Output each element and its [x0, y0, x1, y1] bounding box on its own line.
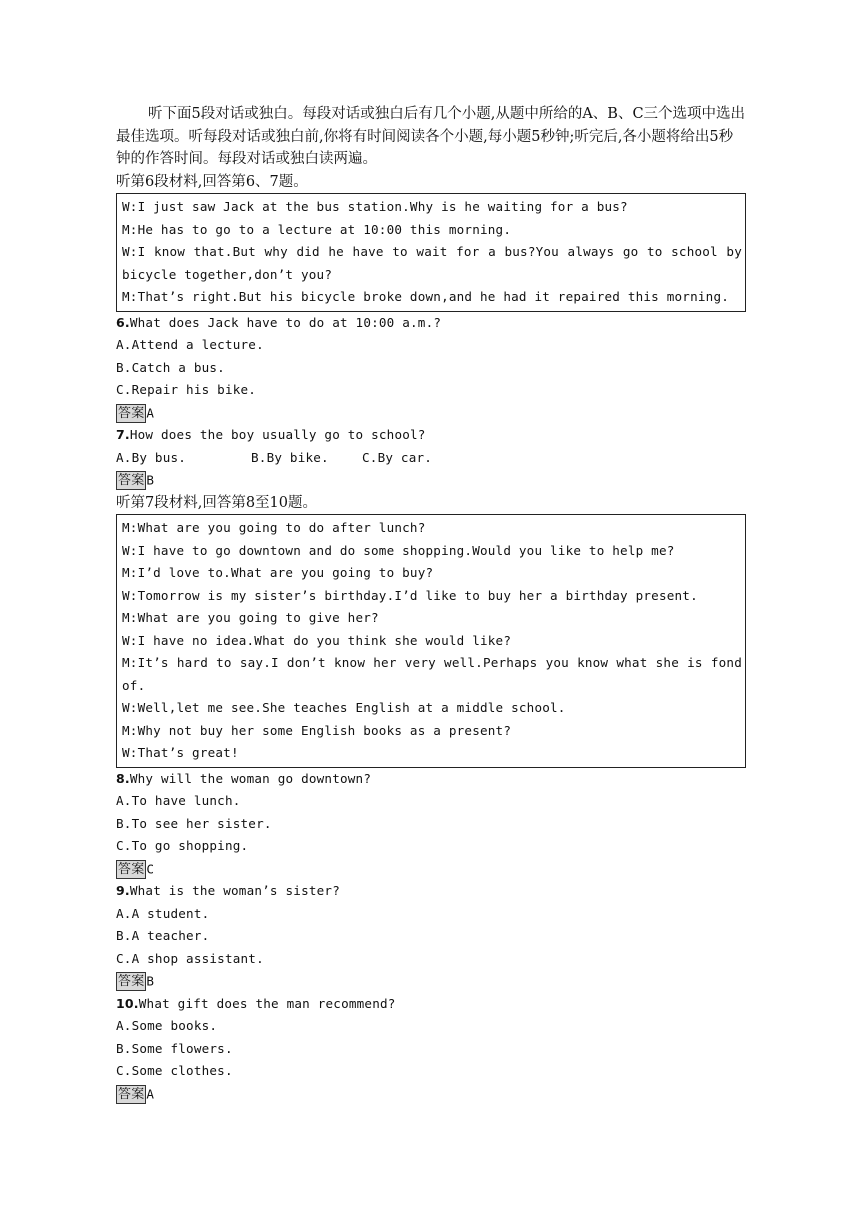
question-number: 7.	[116, 427, 130, 442]
question-text: Why will the woman go downtown?	[129, 770, 372, 786]
option-a: A.Attend a lecture.	[116, 337, 264, 352]
section-title-6: 听第6段材料,回答第6、7题。	[116, 173, 308, 190]
option-a: A.A student.	[116, 905, 210, 921]
question-number: 9.	[116, 883, 130, 898]
answer-tag: 答案	[118, 1086, 145, 1102]
answer-tag: 答案	[118, 473, 145, 488]
dialog-line: W:Tomorrow is my sister’s birthday.I’d like to buy her a birthday present.	[122, 587, 698, 603]
dialog-line: W:That’s great!	[122, 745, 239, 760]
question-text: What gift does the man recommend?	[138, 995, 396, 1011]
option-c: C.By car.	[362, 449, 433, 465]
option-b: B.To see her sister.	[116, 815, 272, 831]
question-text: What does Jack have to do at 10:00 a.m.?	[129, 314, 442, 330]
question-7	[116, 424, 746, 447]
answer-row-10	[116, 1083, 746, 1106]
dialog-line: W:I have to go downtown and do some shopping.Would you like to help me?	[122, 542, 675, 558]
answer-tag: 答案	[118, 405, 145, 421]
question-number: 6.	[116, 314, 130, 330]
dialog-line: M:Why not buy her some English books as a present?	[122, 722, 512, 738]
answer-value: A	[146, 1085, 155, 1101]
question-text: What is the woman’s sister?	[129, 883, 340, 898]
question-8	[116, 768, 746, 791]
question-text: How does the boy usually go to school?	[129, 427, 426, 442]
option-c: C.A shop assistant.	[116, 950, 264, 966]
answer-row-8	[116, 858, 746, 881]
option-b: B.A teacher.	[116, 928, 210, 943]
instructions-paragraph: 听下面5段对话或独白。每段对话或独白后有几个小题,从题中所给的A、B、C三个选项中选出最佳选项。听每段对话或独白前,你将有时间阅读各个小题,每小题5秒钟;听完后,各小题将给出5秒钟的作答时间。每段对话或独白读两遍。	[116, 106, 746, 167]
dialog-line: W:I have no idea.What do you think she would like?	[122, 632, 512, 648]
question-10	[116, 993, 746, 1016]
answer-value: B	[146, 973, 155, 989]
question-9	[116, 880, 746, 903]
answer-row-7	[116, 469, 746, 492]
option-b: B.By bike.	[251, 449, 329, 465]
option-a: A.Some books.	[116, 1018, 218, 1033]
question-number: 10.	[116, 995, 139, 1011]
option-a: A.To have lunch.	[116, 793, 241, 808]
section-title-7: 听第7段材料,回答第8至10题。	[116, 494, 318, 511]
dialog-line: M:He has to go to a lecture at 10:00 this morning.	[122, 221, 512, 237]
answer-tag: 答案	[118, 974, 145, 989]
option-c: C.Some clothes.	[116, 1063, 233, 1078]
options-inline-7	[116, 447, 746, 470]
answer-value: C	[146, 860, 155, 876]
option-c: C.To go shopping.	[116, 838, 249, 853]
dialog-box-6	[116, 193, 746, 312]
answer-value: B	[146, 472, 155, 488]
answer-tag: 答案	[118, 861, 145, 877]
option-b: B.Some flowers.	[116, 1040, 233, 1056]
dialog-line: M:I’d love to.What are you going to buy?	[122, 565, 434, 580]
option-c: C.Repair his bike.	[116, 382, 257, 397]
dialog-line: W:I know that.But why did he have to wait for a bus?You always go to school by bicycle together,don’t you?	[122, 244, 742, 282]
dialog-line: M:What are you going to do after lunch?	[122, 520, 426, 535]
answer-value: A	[146, 404, 155, 420]
dialog-line: M:It’s hard to say.I don’t know her very well.Perhaps you know what she is fond of.	[122, 655, 742, 693]
dialog-line: W:Well,let me see.She teaches English at a middle school.	[122, 700, 566, 715]
option-a: A.By bus.	[116, 449, 187, 465]
answer-row-6	[116, 402, 746, 425]
dialog-box-7	[116, 514, 746, 768]
document-page	[116, 103, 746, 1105]
dialog-line: M:What are you going to give her?	[122, 610, 379, 625]
question-6	[116, 312, 746, 335]
answer-row-9	[116, 970, 746, 993]
question-number: 8.	[116, 770, 130, 786]
dialog-line: W:I just saw Jack at the bus station.Why is he waiting for a bus?	[122, 199, 628, 214]
option-b: B.Catch a bus.	[116, 359, 225, 375]
dialog-line: M:That’s right.But his bicycle broke down,and he had it repaired this morning.	[122, 289, 730, 304]
